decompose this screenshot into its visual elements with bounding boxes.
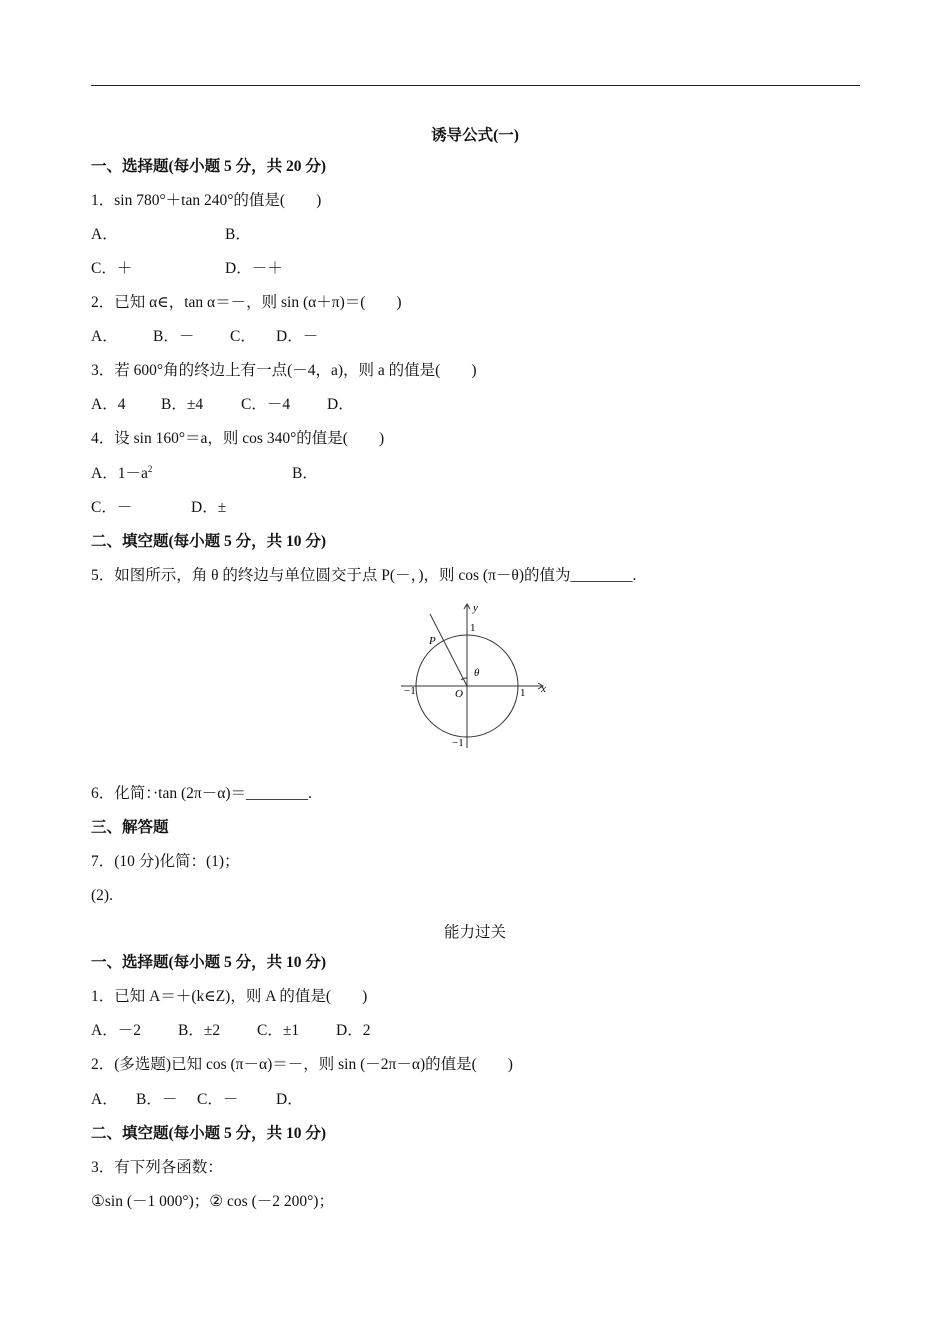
q1-option-d: D．－＋: [225, 260, 283, 277]
angle-theta-label: θ: [474, 667, 480, 679]
question-2-stem: 2．(多选题)已知 cos (π－α)＝－，则 sin (－2π－α)的值是( ): [91, 1056, 513, 1073]
q4-option-d: D．±: [191, 499, 227, 516]
q2-option-d: D．－: [276, 328, 319, 345]
question-3-stem: 3．有下列各函数：: [91, 1159, 223, 1176]
question-3-stem: 3．若 600°角的终边上有一点(－4，a)，则 a 的值是( ): [91, 362, 477, 379]
q4-option-b: B．: [292, 465, 318, 482]
terminal-side: [430, 614, 467, 686]
q2-option-a: A．: [91, 328, 118, 345]
q1-option-c: C．±1: [257, 1022, 300, 1039]
q2-option-d: D．: [276, 1091, 303, 1108]
point-p-label: P: [429, 635, 436, 647]
section-heading: 二、填空题(每小题 5 分，共 10 分): [91, 1125, 327, 1142]
question-1-stem: 1．已知 A＝＋(k∈Z)，则 A 的值是( ): [91, 988, 368, 1005]
tick-label-y-pos: 1: [470, 622, 476, 634]
section-heading: 三、解答题: [91, 819, 169, 836]
question-2-stem: 2．已知 α∈，tan α＝－，则 sin (α＋π)＝( ): [91, 294, 402, 311]
question-7-part-2: (2).: [91, 887, 113, 904]
section-heading: 一、选择题(每小题 5 分，共 20 分): [91, 158, 327, 175]
q4-option-a: A．$1-a^2$: [91, 464, 153, 482]
q2-option-a: A．: [91, 1091, 118, 1108]
q3-option-b: B．±4: [161, 396, 204, 413]
tick-label-x-neg: −1: [404, 685, 416, 697]
question-5: 5．如图所示，角 θ 的终边与单位圆交于点 P(－，)，则 cos (π－θ)的值为________.: [91, 567, 637, 584]
q3-option-c: C．－4: [241, 396, 291, 413]
part-heading: 能力过关: [443, 924, 506, 941]
page-title: 诱导公式(一): [431, 127, 519, 144]
q3-option-d: D．: [327, 396, 354, 413]
header-rule: [91, 85, 860, 86]
q2-option-b: B．－: [153, 328, 195, 345]
y-axis-label: y: [473, 602, 478, 614]
question-6: 6．化简：·tan (2π－α)＝________.: [91, 785, 312, 802]
q1-option-d: D．2: [336, 1022, 371, 1039]
q1-option-b: B．±2: [178, 1022, 221, 1039]
question-7-part-1: 7．(10 分)化简：(1)；: [91, 853, 240, 870]
origin-label: O: [455, 688, 463, 700]
q1-option-a: A．－2: [91, 1022, 141, 1039]
question-4-stem: 4．设 sin 160°＝a，则 cos 340°的值是( ): [91, 430, 385, 447]
q3-option-a: A．4: [91, 396, 126, 413]
q4-option-c: C．－: [91, 499, 133, 516]
q2-option-c: C．: [230, 328, 256, 345]
tick-label-x-pos: 1: [520, 687, 526, 699]
question-1-stem: 1．sin 780°＋tan 240°的值是( ): [91, 192, 322, 209]
section-heading: 一、选择题(每小题 5 分，共 10 分): [91, 954, 327, 971]
q2-option-c: C．－: [197, 1091, 239, 1108]
section-heading: 二、填空题(每小题 5 分，共 10 分): [91, 533, 327, 550]
x-axis-label: x: [541, 683, 546, 695]
tick-label-y-neg: −1: [452, 737, 464, 749]
q1-option-c: C．＋: [91, 260, 133, 277]
q1-option-a: A．: [91, 226, 118, 243]
unit-circle-figure: [395, 598, 555, 750]
question-3-items: ①sin (－1 000°)；② cos (－2 200°)；: [91, 1193, 334, 1210]
q1-option-b: B．: [225, 226, 251, 243]
q2-option-b: B．－: [136, 1091, 178, 1108]
